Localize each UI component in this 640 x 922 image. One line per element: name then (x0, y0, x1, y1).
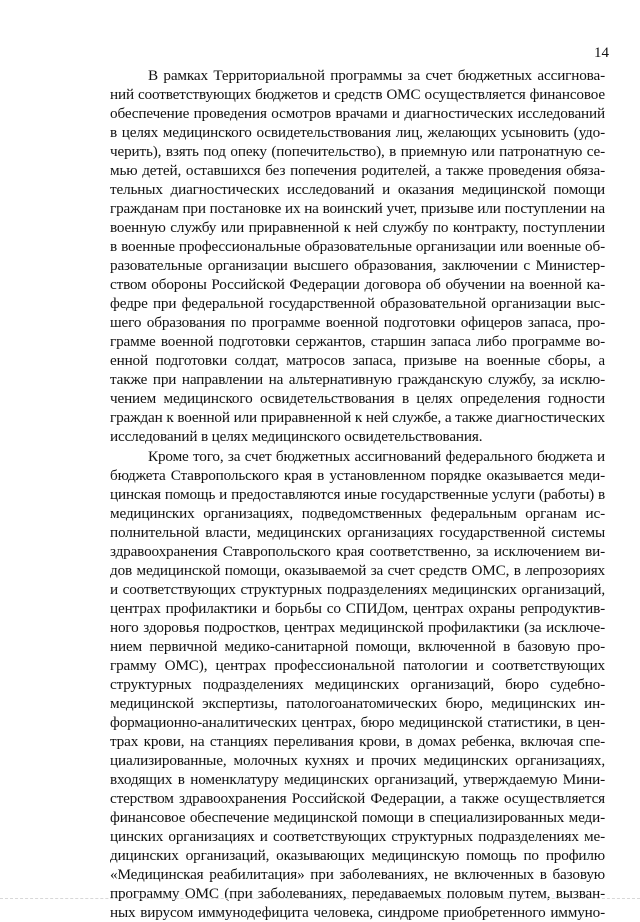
text-line: исследований в целях медицинского освидетельствования. (110, 428, 483, 445)
paragraph-1 (110, 66, 605, 446)
text-line: мью детей, оставшихся без попечения родителей, а также проведения обяза- (110, 162, 605, 179)
text-line: трах крови, на станциях переливания крови, в домах ребенка, включая спе- (110, 733, 605, 750)
text-line: программу ОМС (при заболеваниях, передаваемых половым путем, вызван- (110, 885, 605, 902)
text-line: грамме военной подготовки сержантов, старшин запаса либо программе во- (110, 333, 605, 350)
text-line: Кроме того, за счет бюджетных ассигнований федерального бюджета и (148, 448, 605, 465)
paragraph-2 (110, 447, 605, 922)
body-text (110, 66, 605, 922)
text-line: ний соответствующих бюджетов и средств ОМС осуществляется финансовое (110, 86, 605, 103)
text-line: в военные профессиональные образовательные организации или военные об- (110, 238, 605, 255)
text-line: нием первичной медико-санитарной помощи, включенной в базовую про- (110, 638, 605, 655)
text-line: финансовое обеспечение медицинской помощи в специализированных меди- (110, 809, 605, 826)
text-line: федре при федеральной государственной образовательной организации выс- (110, 295, 605, 312)
text-line: также при направлении на альтернативную гражданскую службу, за исклю- (110, 371, 605, 388)
text-line: бюджета Ставропольского края в установленном порядке оказывается меди- (110, 467, 605, 484)
text-line: медицинских организациях, подведомственных федеральным органам ис- (110, 505, 605, 522)
text-line: разовательные организации высшего образования, заключении с Министер- (110, 257, 605, 274)
text-line: формационно-аналитических центрах, бюро медицинской статистики, в цен- (110, 714, 605, 731)
scan-edge-divider (0, 898, 640, 899)
text-line: обеспечение проведения осмотров врачами и диагностических исследований (110, 105, 605, 122)
text-line: чением медицинского освидетельствования в целях определения годности (110, 390, 605, 407)
text-line: граждан к военной или приравненной к ней службе, а также диагностических (110, 409, 605, 426)
text-line: дов медицинской помощи, оказываемой за счет средств ОМС, в лепрозориях (110, 562, 605, 579)
text-line: тельных диагностических исследований и оказания медицинской помощи (110, 181, 605, 198)
text-line: полнительной власти, медицинских организациях государственной системы (110, 524, 605, 541)
text-line: В рамках Территориальной программы за счет бюджетных ассигнова- (148, 67, 605, 84)
text-line: черить), взять под опеку (попечительство), в приемную или патронатную се- (110, 143, 605, 160)
text-line: цинская помощь и предоставляются иные государственные услуги (работы) в (110, 486, 605, 503)
text-line: енной подготовки солдат, матросов запаса, призыве на военные сборы, а (110, 352, 605, 369)
text-line: гражданам при постановке их на воинский учет, призыве или поступлении на (110, 200, 605, 217)
text-line: стерством здравоохранения Российской Федерации, а также осуществляется (110, 790, 605, 807)
text-line: ством обороны Российской Федерации договора об обучении на военной ка- (110, 276, 605, 293)
text-line: и соответствующих структурных подразделениях медицинских организаций, (110, 581, 605, 598)
text-line: «Медицинская реабилитация» при заболеваниях, не включенных в базовую (110, 866, 605, 883)
text-line: цинских организациях и соответствующих структурных подразделениях ме- (110, 828, 605, 845)
text-line: структурных подразделениях медицинских организаций, бюро судебно- (110, 676, 605, 693)
text-line: грамму ОМС), центрах профессиональной патологии и соответствующих (110, 657, 605, 674)
text-line: входящих в номенклатуру медицинских организаций, утверждаемую Мини- (110, 771, 605, 788)
text-line: ных вирусом иммунодефицита человека, синдроме приобретенного иммуно- (110, 904, 605, 921)
text-line: в целях медицинского освидетельствования лиц, желающих усыновить (удо- (110, 124, 605, 141)
text-line: дицинских организаций, оказывающих медицинскую помощь по профилю (110, 847, 605, 864)
text-line: центрах профилактики и борьбы со СПИДом, центрах охраны репродуктив- (110, 600, 605, 617)
text-line: медицинской экспертизы, патологоанатомических бюро, медицинских ин- (110, 695, 605, 712)
page-number: 14 (594, 45, 609, 61)
text-line: ного здоровья подростков, центрах медицинской профилактики (за исключе- (110, 619, 605, 636)
text-line: шего образования по программе военной подготовки офицеров запаса, про- (110, 314, 605, 331)
text-line: циализированные, молочных кухнях и прочих медицинских организациях, (110, 752, 605, 769)
text-line: здравоохранения Ставропольского края соответственно, за исключением ви- (110, 543, 605, 560)
text-line: военную службу или приравненной к ней службу по контракту, поступлении (110, 219, 605, 236)
